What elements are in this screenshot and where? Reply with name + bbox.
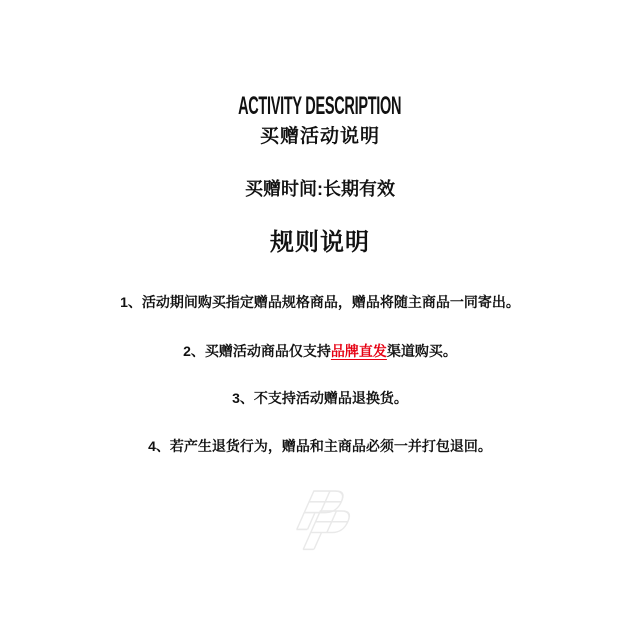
- brand-watermark: [0, 488, 640, 554]
- double-p-logo-watermark: [277, 488, 363, 554]
- rule-2-suffix: 渠道购买。: [386, 343, 457, 359]
- rule-4-text: 4、若产生退货行为，赠品和主商品必须一并打包退回。: [148, 438, 492, 454]
- page-title-zh: 买赠活动说明: [259, 126, 380, 147]
- rule-item-2: [0, 343, 640, 359]
- rule-item-1: [0, 294, 640, 310]
- rule-item-4: [0, 438, 640, 454]
- rule-2-highlight: 品牌直发: [330, 343, 387, 359]
- rule-3-text: 3、不支持活动赠品退换货。: [232, 390, 408, 406]
- page-title-en: [0, 94, 640, 119]
- rule-item-3: [0, 390, 640, 406]
- rules-section-title: 规则说明: [270, 229, 370, 256]
- page-title-en-text: ACTIVITY DESCRIPTION: [238, 92, 402, 120]
- rule-2-text: 2、买赠活动商品仅支持: [183, 343, 331, 359]
- validity-period-text: 买赠时间:长期有效: [245, 179, 395, 199]
- rule-1-text: 1、活动期间购买指定赠品规格商品，赠品将随主商品一同寄出。: [120, 294, 520, 310]
